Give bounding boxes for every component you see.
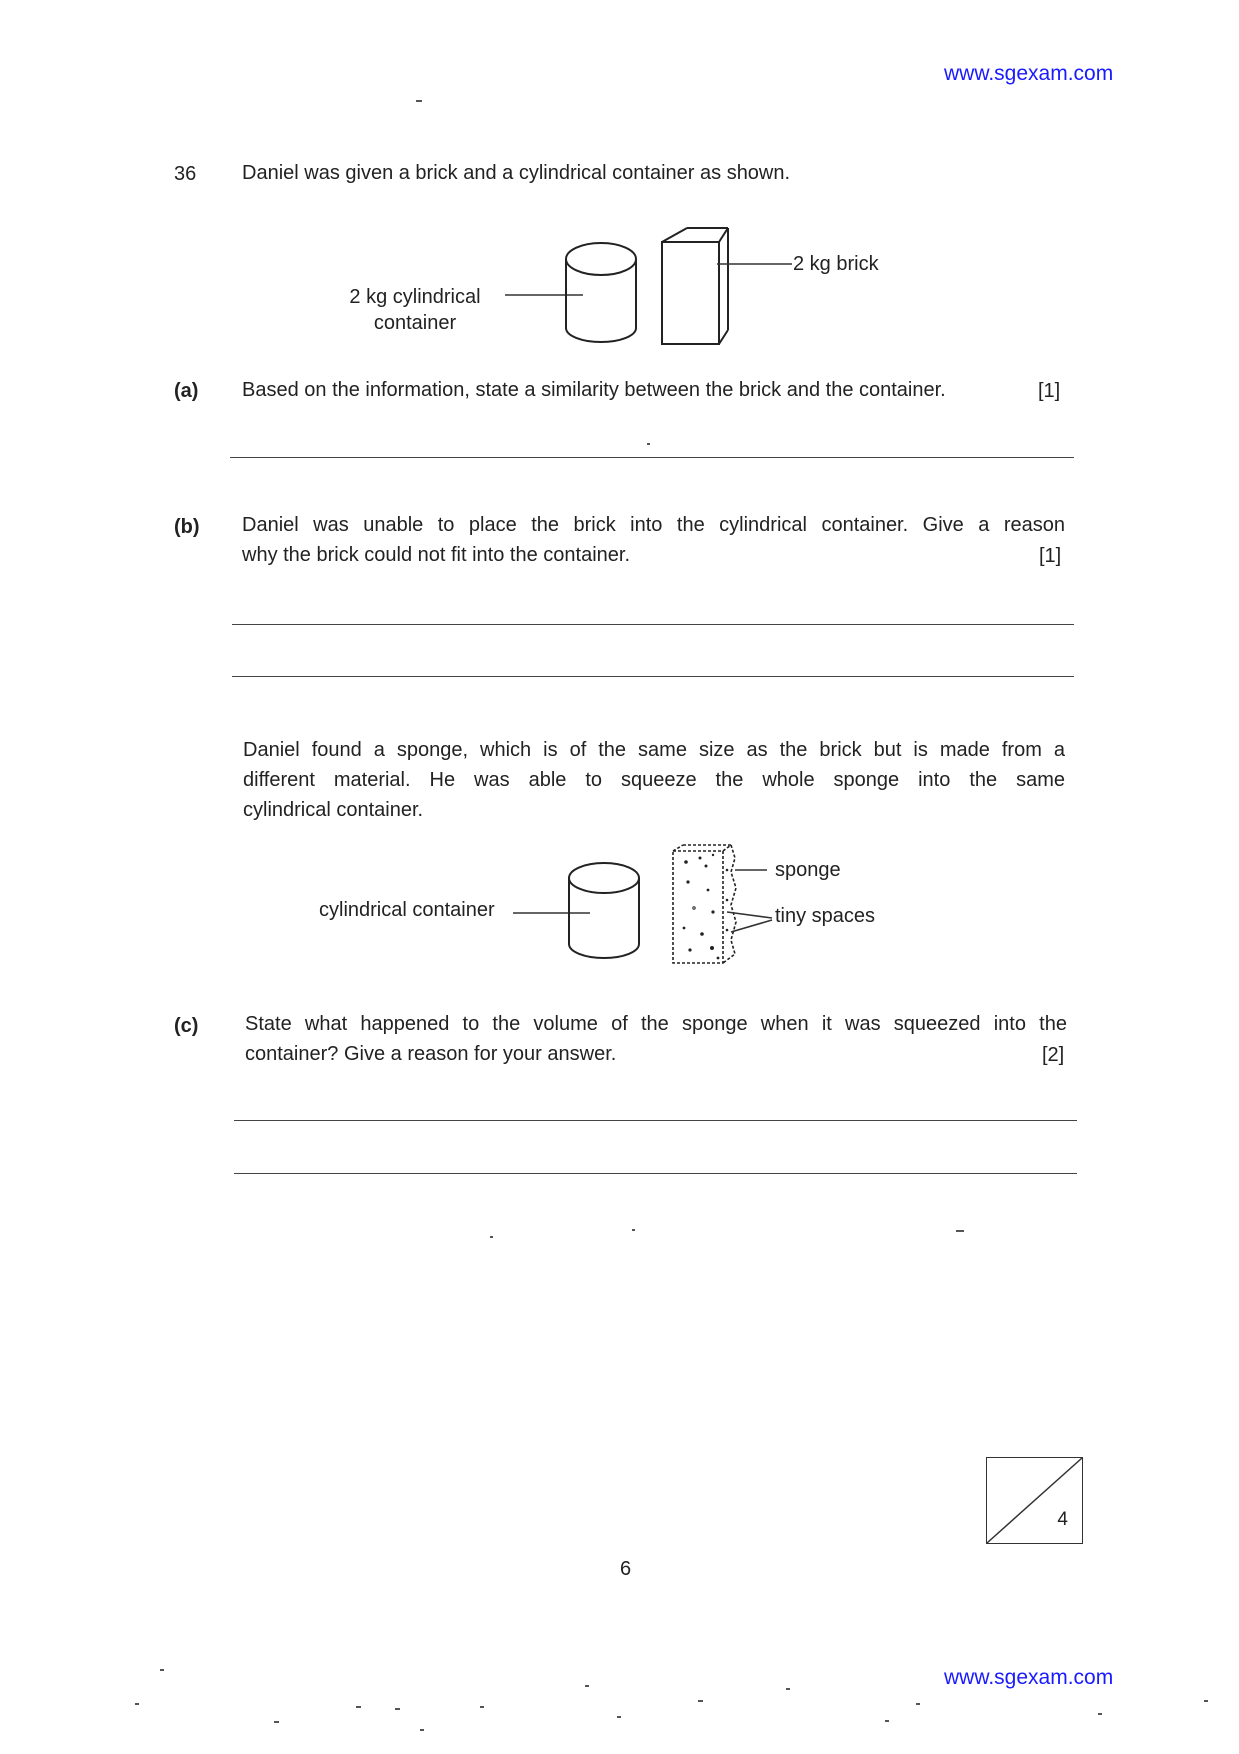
brick-label: 2 kg brick xyxy=(793,253,879,275)
scan-speck xyxy=(885,1720,889,1722)
part-a-text: Based on the information, state a similarity between the brick and the container. xyxy=(242,379,946,401)
header-url[interactable]: www.sgexam.com xyxy=(944,62,1114,85)
scan-speck xyxy=(480,1706,484,1708)
part-b-marks: [1] xyxy=(1039,545,1062,567)
scan-speck xyxy=(395,1708,400,1710)
page-number: 6 xyxy=(620,1558,632,1580)
scan-speck xyxy=(1204,1700,1208,1702)
container-label-figure2: cylindrical container xyxy=(319,899,495,921)
answer-line-c2[interactable] xyxy=(234,1173,1077,1174)
part-a-label: (a) xyxy=(174,380,199,402)
scan-speck xyxy=(160,1669,164,1671)
part-c-line2: container? Give a reason for your answer. xyxy=(245,1043,617,1065)
container-label-line1: 2 kg cylindrical xyxy=(349,286,481,308)
passage-line3: cylindrical container. xyxy=(243,799,424,821)
scan-speck xyxy=(356,1706,361,1708)
scan-speck xyxy=(956,1230,964,1232)
scan-speck xyxy=(786,1688,790,1690)
tiny-spaces-label: tiny spaces xyxy=(775,905,876,927)
answer-line-c1[interactable] xyxy=(234,1120,1077,1121)
scan-speck xyxy=(617,1716,621,1718)
scan-speck xyxy=(490,1236,493,1238)
part-c-label: (c) xyxy=(174,1015,199,1037)
score-box xyxy=(986,1457,1083,1544)
passage-line2: different material. He was able to squeeze the whole sponge into the same xyxy=(243,769,1065,791)
scan-speck xyxy=(135,1703,139,1705)
scan-speck xyxy=(585,1685,589,1687)
passage-line1: Daniel found a sponge, which is of the same size as the brick but is made from a xyxy=(243,739,1065,761)
part-b-label: (b) xyxy=(174,516,200,538)
scan-speck xyxy=(1098,1713,1102,1715)
scan-speck xyxy=(632,1229,635,1231)
part-b-line1: Daniel was unable to place the brick into the cylindrical container. Give a reason xyxy=(242,514,1065,536)
scan-speck xyxy=(647,443,650,445)
question-number: 36 xyxy=(174,163,197,185)
sponge-pores xyxy=(683,854,729,960)
container-label-line2: container xyxy=(373,312,457,334)
score-box-total: 4 xyxy=(1057,1509,1068,1530)
scan-speck xyxy=(916,1703,920,1705)
sponge-label: sponge xyxy=(775,859,841,881)
scan-speck xyxy=(420,1729,424,1731)
question-stem: Daniel was given a brick and a cylindrical container as shown. xyxy=(242,162,791,184)
part-b-line2: why the brick could not fit into the container. xyxy=(242,544,630,566)
part-c-marks: [2] xyxy=(1042,1044,1065,1066)
scan-speck xyxy=(698,1700,703,1702)
spaces-leader-line-2 xyxy=(731,920,772,932)
scan-speck xyxy=(416,100,422,102)
part-c-line1: State what happened to the volume of the sponge when it was squeezed into the xyxy=(245,1013,1067,1035)
part-a-marks: [1] xyxy=(1038,380,1061,402)
footer-url[interactable]: www.sgexam.com xyxy=(944,1666,1114,1689)
scan-speck xyxy=(274,1721,279,1723)
sponge-drawing xyxy=(673,845,736,963)
cylindrical-container-2-drawing xyxy=(569,863,639,958)
